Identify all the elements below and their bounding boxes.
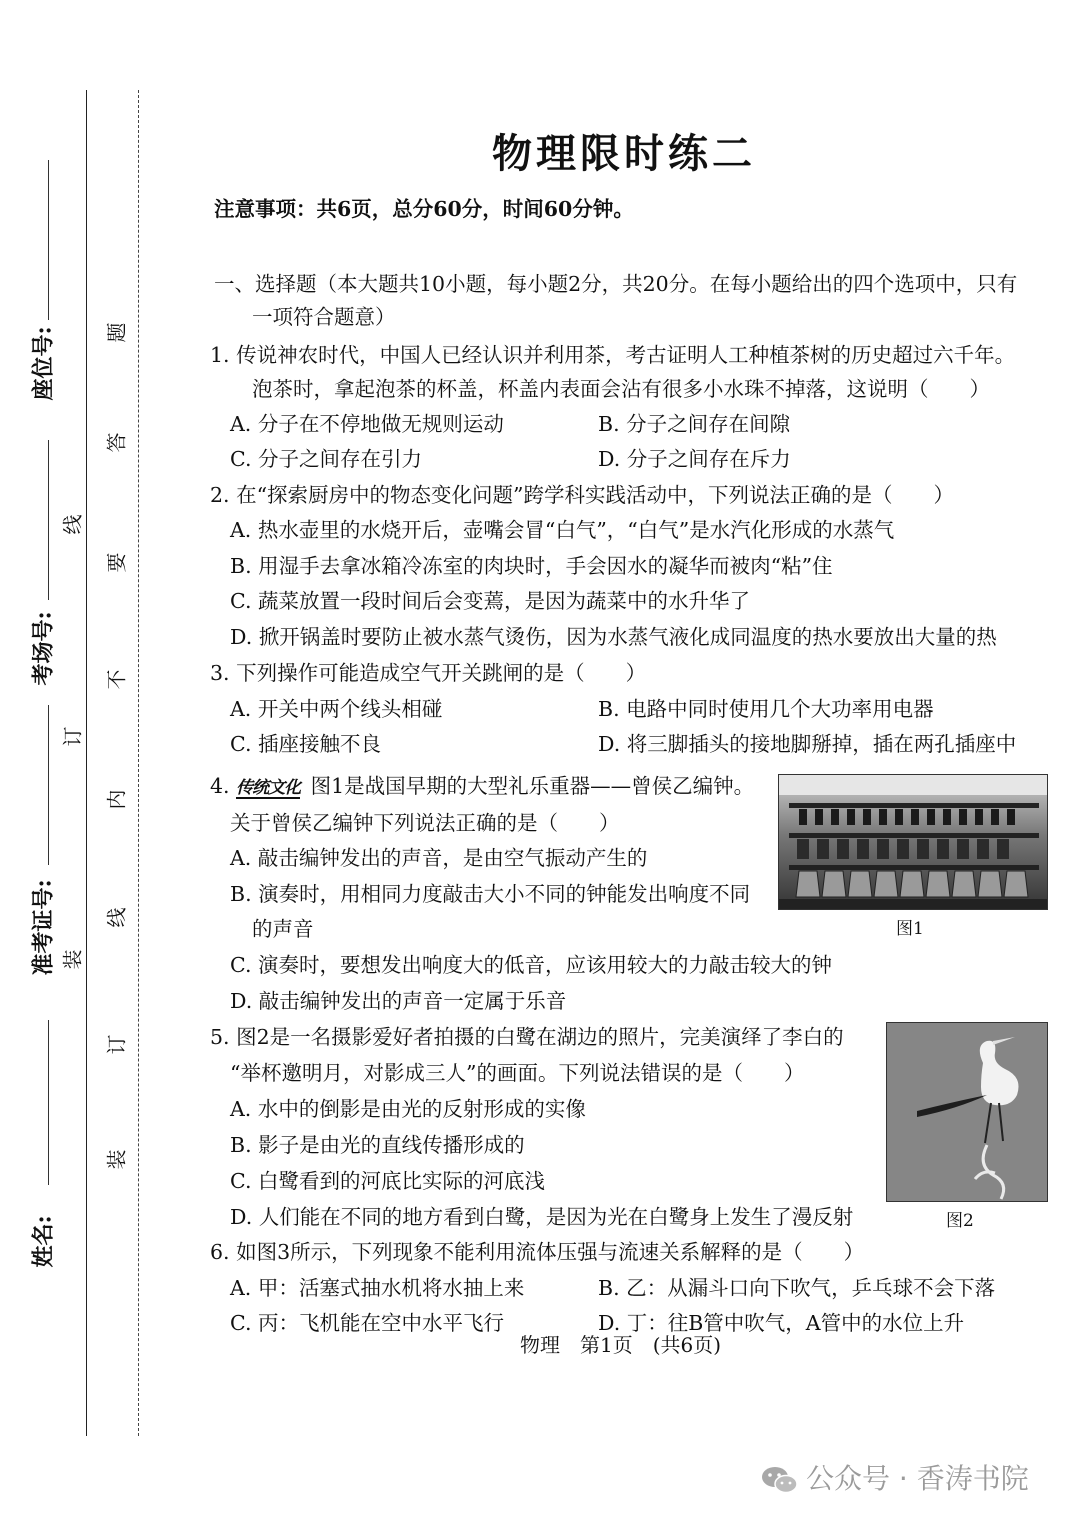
question-stem-text: 图1是战国早期的大型礼乐重器——曾侯乙编钟。 <box>310 774 755 798</box>
question-stem: 6. 如图3所示，下列现象不能利用流体压强与流速关系解释的是（ ） <box>210 1240 865 1264</box>
binding-char: 订 <box>60 726 85 747</box>
binding-char: 不 <box>104 669 129 690</box>
binding-solid-line <box>86 90 87 1436</box>
wechat-icon <box>760 1465 800 1495</box>
option-b: B. 乙：从漏斗口向下吹气，乒乓球不会下落 <box>598 1276 996 1300</box>
option-a: A. 热水壶里的水烧开后，壶嘴会冒“白气”，“白气”是水汽化形成的水蒸气 <box>230 518 895 542</box>
watermark-text: 公众号 · 香涛书院 <box>806 1462 1029 1495</box>
option-d: D. 敲击编钟发出的声音一定属于乐音 <box>230 989 567 1013</box>
option-a: A. 甲：活塞式抽水机将水抽上来 <box>230 1276 525 1300</box>
binding-char: 线 <box>60 514 85 535</box>
option-d: D. 人们能在不同的地方看到白鹭，是因为光在白鹭身上发生了漫反射 <box>230 1205 854 1229</box>
option-c: C. 插座接触不良 <box>230 732 381 756</box>
figure-2-caption: 图2 <box>946 1211 974 1231</box>
binding-char: 答 <box>104 432 129 453</box>
binding-char: 订 <box>104 1034 129 1055</box>
option-a: A. 水中的倒影是由光的反射形成的实像 <box>230 1097 586 1121</box>
question-stem <box>210 771 754 801</box>
option-c: C. 白鹭看到的河底比实际的河底浅 <box>230 1169 545 1193</box>
option-a: A. 开关中两个线头相碰 <box>230 697 443 721</box>
seat-underline <box>48 160 49 320</box>
option-d: D. 将三脚插头的接地脚掰掉，插在两孔插座中 <box>598 732 1017 756</box>
binding-char: 题 <box>104 322 129 343</box>
binding-dashed-line <box>138 90 139 1436</box>
figure-1-bells-photo <box>778 774 1048 910</box>
question-stem: 2. 在“探索厨房中的物态变化问题”跨学科实践活动中，下列说法正确的是（ ） <box>210 483 955 507</box>
question-stem-cont: 关于曾侯乙编钟下列说法正确的是（ ） <box>230 811 620 835</box>
section-heading: 一、选择题（本大题共10小题，每小题2分，共20分。在每小题给出的四个选项中，只有 <box>214 272 1018 296</box>
option-a: A. 敲击编钟发出的声音，是由空气振动产生的 <box>230 846 648 870</box>
question-stem-cont: “举杯邀明月，对影成三人”的画面。下列说法错误的是（ ） <box>230 1061 805 1085</box>
option-b: B. 电路中同时使用几个大功率用电器 <box>598 697 934 721</box>
question-number: 4. <box>210 774 230 798</box>
option-c: C. 分子之间存在引力 <box>230 447 422 471</box>
option-b: B. 演奏时，用相同力度敲击大小不同的钟能发出响度不同 <box>230 882 751 906</box>
figure-2-egret-photo <box>886 1022 1048 1202</box>
seat-label: 座位号: <box>30 326 57 401</box>
option-b: B. 影子是由光的直线传播形成的 <box>230 1133 525 1157</box>
option-b: B. 分子之间存在间隙 <box>598 412 791 436</box>
traditional-culture-tag: 传统文化 <box>236 778 301 798</box>
figure-1-caption: 图1 <box>896 919 924 939</box>
option-c: C. 演奏时，要想发出响度大的低音，应该用较大的力敲击较大的钟 <box>230 953 832 977</box>
section-heading-cont: 一项符合题意） <box>252 305 396 329</box>
ticket-label: 准考证号: <box>30 879 57 976</box>
room-label: 考场号: <box>30 611 57 686</box>
question-stem: 1. 传说神农时代，中国人已经认识并利用茶，考古证明人工种植茶树的历史超过六千年。 <box>210 343 1016 367</box>
binding-char: 线 <box>104 907 129 928</box>
question-stem-cont: 泡茶时，拿起泡茶的杯盖，杯盖内表面会沾有很多小水珠不掉落，这说明（ ） <box>252 377 990 401</box>
binding-char: 要 <box>104 552 129 573</box>
name-underline <box>48 1020 49 1185</box>
page-footer: 物理 第1页 (共6页) <box>520 1333 722 1357</box>
option-b-cont: 的声音 <box>252 917 314 941</box>
option-b: B. 用湿手去拿冰箱冷冻室的肉块时，手会因水的凝华而被肉“粘”住 <box>230 554 833 578</box>
room-underline <box>48 440 49 600</box>
option-d: D. 丁：往B管中吹气，A管中的水位上升 <box>598 1311 965 1335</box>
option-c: C. 丙：飞机能在空中水平飞行 <box>230 1311 504 1335</box>
option-d: D. 掀开锅盖时要防止被水蒸气烫伤，因为水蒸气液化成同温度的热水要放出大量的热 <box>230 625 997 649</box>
option-c: C. 蔬菜放置一段时间后会变蔫，是因为蔬菜中的水升华了 <box>230 589 750 613</box>
binding-char: 装 <box>104 1149 129 1170</box>
name-label: 姓名: <box>30 1215 57 1268</box>
binding-char: 内 <box>104 789 129 810</box>
question-stem: 3. 下列操作可能造成空气开关跳闸的是（ ） <box>210 661 647 685</box>
option-a: A. 分子在不停地做无规则运动 <box>230 412 504 436</box>
exam-notice: 注意事项：共6页，总分60分，时间60分钟。 <box>214 197 634 221</box>
binding-char: 装 <box>60 949 85 970</box>
page-title: 物理限时练二 <box>492 130 756 177</box>
option-d: D. 分子之间存在斥力 <box>598 447 791 471</box>
watermark <box>760 1457 1029 1497</box>
question-stem: 5. 图2是一名摄影爱好者拍摄的白鹭在湖边的照片，完美演绎了李白的 <box>210 1025 844 1049</box>
ticket-underline <box>48 705 49 865</box>
